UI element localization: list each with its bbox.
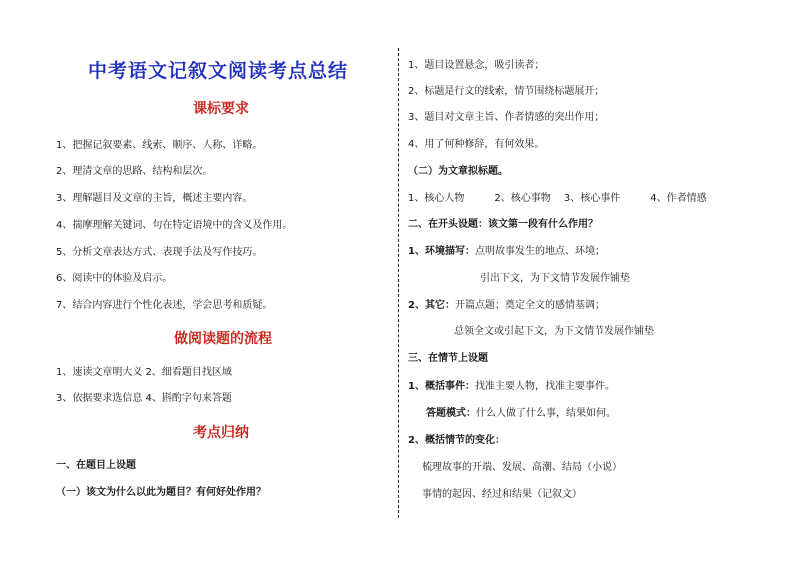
answer-mode-line [426, 404, 616, 419]
other-line [408, 296, 605, 311]
summary-text: 找准主要人物，找准主要事件。 [474, 381, 615, 392]
sub-heading: （二）为文章拟标题。 [408, 166, 508, 177]
answer-mode-text: 什么人做了什么事，结果如何。 [476, 408, 616, 419]
title-effect-item: 1、题目设置悬念，吸引读者； [408, 60, 545, 71]
section-heading-process: 做阅读题的流程 [174, 331, 272, 347]
summary-label: 1、概括事件： [408, 381, 475, 392]
environment-line [408, 242, 605, 257]
standard-item: 1、把握记叙要素、线索、顺序、人称、详略。 [56, 140, 263, 151]
environment-text: 点明故事发生的地点、环境； [474, 246, 605, 257]
title-types: 1、核心人物 2、核心事物 3、核心事件 4、作者情感 [408, 193, 707, 204]
section-heading-points: 考点归纳 [193, 425, 249, 441]
summary-line [408, 377, 615, 392]
point-heading: 二、在开头设题：该文第一段有什么作用？ [408, 219, 598, 230]
other-text: 开篇点题；奠定全文的感情基调； [454, 300, 605, 311]
title-effect-item: 4、用了何种修辞，有何效果。 [408, 139, 545, 150]
standard-item: 5、分析文章表达方式、表现手法及写作技巧。 [56, 247, 263, 258]
standard-item: 4、揣摩理解关键词、句在特定语境中的含义及作用。 [56, 220, 293, 231]
standard-item: 2、理清文章的思路、结构和层次。 [56, 166, 213, 177]
section-heading-standards: 课标要求 [193, 101, 249, 117]
title-effect-item: 3、题目对文章主旨、作者情感的突出作用； [408, 112, 605, 123]
standard-item: 3、理解题目及文章的主旨，概述主要内容。 [56, 193, 253, 204]
document-title: 中考语文记叙文阅读考点总结 [88, 60, 349, 82]
point-heading: 三、在情节上设题 [408, 353, 488, 364]
environment-effect: 引出下文，为下文情节发展作铺垫 [480, 273, 630, 284]
point-heading: 一、在题目上设题 [56, 460, 136, 471]
change-heading: 2、概括情节的变化： [408, 435, 505, 446]
other-effect: 总领全文或引起下文，为下文情节发展作铺垫 [454, 326, 654, 337]
process-item: 3、依据要求选信息 4、斟酌字句来答题 [56, 393, 232, 404]
change-line: 事情的起因、经过和结果（记叙文） [422, 489, 582, 500]
process-item: 1、速读文章明大义 2、细看题目找区域 [56, 367, 232, 378]
standard-item: 7、结合内容进行个性化表述，学会思考和质疑。 [56, 300, 273, 311]
standard-item: 6、阅读中的体验及启示。 [56, 273, 173, 284]
change-line: 梳理故事的开端、发展、高潮、结局（小说） [422, 462, 622, 473]
title-effect-item: 2、标题是行文的线索，情节围绕标题展开； [408, 86, 605, 97]
environment-label: 1、环境描写： [408, 246, 475, 257]
column-divider [398, 48, 399, 518]
other-label: 2、其它： [408, 300, 455, 311]
sub-heading: （一）该文为什么以此为题目？有何好处作用？ [56, 487, 266, 498]
answer-mode-label: 答题模式： [426, 408, 476, 419]
